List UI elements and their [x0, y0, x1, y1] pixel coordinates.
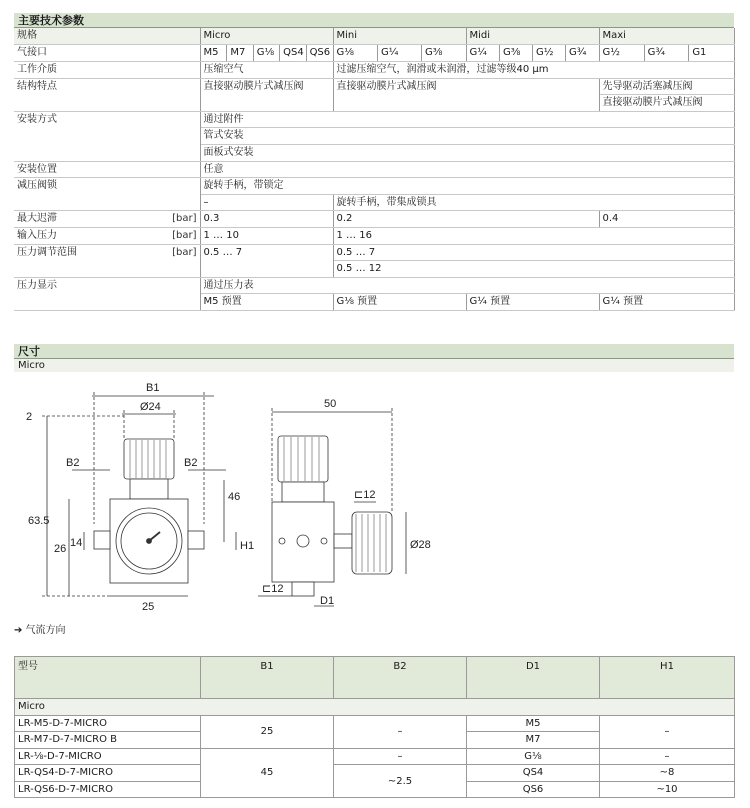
label-c12-bottom: ⊏12 — [262, 583, 284, 595]
row-label: 减压阀锁 — [14, 178, 200, 211]
cell: G¼ 预置 — [466, 294, 599, 311]
row-label — [14, 211, 200, 228]
d1: M5 — [467, 715, 600, 732]
th-d1: D1 — [467, 657, 600, 699]
flow-direction: ➔ 气流方向 — [14, 625, 66, 636]
spec-header-label: 规格 — [14, 28, 200, 45]
d1: G⅛ — [467, 748, 600, 765]
label-text: 输入压力 — [17, 230, 57, 242]
dims-title: 尺寸 — [14, 344, 734, 359]
unit: [bar] — [172, 213, 197, 225]
dimension-drawing — [14, 374, 734, 656]
row-label — [14, 244, 200, 277]
b2: – — [334, 748, 467, 765]
label-2: 2 — [26, 411, 33, 423]
front-view — [42, 392, 236, 596]
col-mini: Mini — [333, 28, 466, 45]
d1: M7 — [467, 732, 600, 749]
cell: 直接驱动膜片式减压阀 — [599, 95, 734, 112]
th-model: 型号 — [15, 657, 201, 699]
knob — [124, 439, 174, 479]
cell: 面板式安装 — [200, 145, 734, 162]
cell: 任意 — [200, 161, 734, 178]
cell: 旋转手柄，带集成锁具 — [333, 194, 734, 211]
spec-section — [14, 13, 734, 311]
label-26: 26 — [54, 543, 67, 555]
row-medium — [14, 62, 734, 79]
ports-midi — [466, 45, 599, 62]
th-b1: B1 — [201, 657, 334, 699]
ports-mini — [333, 45, 466, 62]
dim-table-section — [14, 656, 734, 798]
side-body — [272, 502, 334, 582]
cell: 1 … 10 — [200, 228, 333, 245]
d1: QS4 — [467, 765, 600, 782]
cell: 先导驱动活塞减压阀 — [599, 78, 734, 95]
h1: – — [600, 715, 735, 748]
ports-maxi — [599, 45, 734, 62]
row-design — [14, 78, 734, 95]
label-b2-right: B2 — [184, 457, 198, 469]
port: G⅜ — [425, 47, 443, 59]
dims-section — [14, 344, 734, 372]
port: M5 — [201, 45, 227, 61]
port: G¼ — [378, 45, 422, 61]
col-maxi: Maxi — [599, 28, 734, 45]
cell: M5 预置 — [200, 294, 333, 311]
port: G⅜ — [500, 45, 533, 61]
col-midi: Midi — [466, 28, 599, 45]
cell: 0.4 — [599, 211, 734, 228]
label-635: 63.5 — [28, 515, 50, 527]
cell: G⅛ 预置 — [333, 294, 466, 311]
label-h1: H1 — [240, 540, 255, 552]
row-range — [14, 244, 734, 261]
port: G¼ — [467, 45, 500, 61]
side-view — [258, 408, 406, 606]
label-text: 最大迟滞 — [17, 213, 57, 225]
ports-micro — [200, 45, 333, 62]
th-h1: H1 — [600, 657, 735, 699]
model: LR-⅛-D-7-MICRO — [15, 748, 201, 765]
cell: 压缩空气 — [200, 62, 333, 79]
dims-subtitle: Micro — [14, 359, 734, 372]
row-label: 结构特点 — [14, 78, 200, 111]
group-label: Micro — [15, 699, 735, 716]
row-gauge — [14, 277, 734, 294]
port: G⅛ — [253, 45, 279, 61]
row-label: 气接口 — [14, 45, 200, 62]
row-label: 安装位置 — [14, 161, 200, 178]
model: LR-QS6-D-7-MICRO — [15, 781, 201, 798]
model: LR-QS4-D-7-MICRO — [15, 765, 201, 782]
table-row — [15, 748, 735, 765]
d1: QS6 — [467, 781, 600, 798]
model: LR-M5-D-7-MICRO — [15, 715, 201, 732]
row-lock — [14, 178, 734, 195]
label-25: 25 — [142, 601, 155, 613]
cell: 通过压力表 — [200, 277, 734, 294]
port: QS4 — [280, 45, 306, 61]
model: LR-M7-D-7-MICRO B — [15, 732, 201, 749]
label-d24: Ø24 — [140, 401, 161, 413]
cell: 过滤压缩空气，润滑或未润滑，过滤等级40 µm — [333, 62, 734, 79]
cell: – — [200, 194, 333, 211]
label-c12-top: ⊏12 — [354, 489, 376, 501]
th-b2: B2 — [334, 657, 467, 699]
h1: ~10 — [600, 781, 735, 798]
port-left — [94, 531, 110, 549]
spec-title: 主要技术参数 — [14, 13, 734, 28]
dim-table — [14, 656, 735, 798]
row-label: 安装方式 — [14, 111, 200, 161]
cell: 0.2 — [333, 211, 599, 228]
label-b2-left: B2 — [66, 457, 80, 469]
cell: 0.5 … 7 — [200, 244, 333, 277]
cell: 直接驱动膜片式减压阀 — [200, 78, 333, 111]
label-50: 50 — [324, 398, 337, 410]
label-14: 14 — [70, 537, 83, 549]
unit: [bar] — [172, 246, 197, 258]
b2: ~2.5 — [334, 765, 467, 798]
row-inlet — [14, 228, 734, 245]
b2: – — [334, 715, 467, 748]
cell: 直接驱动膜片式减压阀 — [333, 78, 599, 111]
cell: 1 … 16 — [333, 228, 734, 245]
b1: 25 — [201, 715, 334, 748]
label-46: 46 — [228, 491, 241, 503]
col-micro: Micro — [200, 28, 333, 45]
port: QS6 — [309, 47, 331, 59]
label-b1: B1 — [146, 382, 160, 394]
h1: – — [600, 748, 735, 765]
port: G½ — [600, 45, 645, 61]
label-d1: D1 — [320, 595, 335, 607]
cell: G¼ 预置 — [599, 294, 734, 311]
row-label: 压力显示 — [14, 277, 200, 310]
port: G⅛ — [334, 45, 378, 61]
b1: 45 — [201, 748, 334, 798]
row-ports — [14, 45, 734, 62]
port: G½ — [533, 45, 566, 61]
cell: 0.5 … 12 — [333, 261, 734, 278]
bonnet — [130, 479, 168, 499]
port-right — [188, 531, 204, 549]
cell: 管式安装 — [200, 128, 734, 145]
cell: 通过附件 — [200, 111, 734, 128]
h1: ~8 — [600, 765, 735, 782]
unit: [bar] — [172, 230, 197, 242]
table-row — [15, 715, 735, 732]
side-knob — [278, 436, 328, 482]
cell: 0.5 … 7 — [333, 244, 734, 261]
label-text: 压力调节范围 — [17, 246, 77, 258]
port: G¾ — [644, 45, 689, 61]
port: M7 — [227, 45, 253, 61]
port: G1 — [692, 47, 707, 59]
row-hysteresis — [14, 211, 734, 228]
row-mounting — [14, 111, 734, 128]
cell: 0.3 — [200, 211, 333, 228]
cell: 旋转手柄，带锁定 — [200, 178, 734, 195]
label-d28: Ø28 — [410, 539, 431, 551]
spec-table — [14, 28, 735, 311]
table-row — [15, 765, 735, 782]
row-label: 工作介质 — [14, 62, 200, 79]
row-position — [14, 161, 734, 178]
port: G¾ — [569, 47, 587, 59]
row-label — [14, 228, 200, 245]
